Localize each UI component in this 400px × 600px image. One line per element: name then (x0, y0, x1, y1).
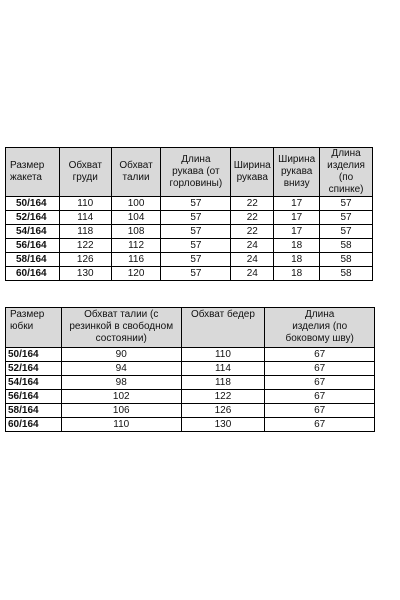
jacket-header-waist: Обхват талии (111, 148, 161, 197)
jacket-table-cell: 57 (161, 225, 231, 239)
jacket-table-row (6, 239, 373, 253)
skirt-table-cell: 118 (181, 376, 265, 390)
jacket-table-cell: 118 (59, 225, 111, 239)
jacket-table-row (6, 197, 373, 211)
jacket-size-table (5, 147, 373, 281)
jacket-table-cell: 112 (111, 239, 161, 253)
skirt-table-cell: 67 (265, 362, 375, 376)
skirt-table-cell: 58/164 (6, 404, 62, 418)
jacket-header-chest: Обхват груди (59, 148, 111, 197)
skirt-table-row (6, 418, 375, 432)
jacket-table-cell: 122 (59, 239, 111, 253)
skirt-table-cell: 67 (265, 418, 375, 432)
jacket-table-cell: 52/164 (6, 211, 60, 225)
jacket-table-cell: 18 (274, 253, 320, 267)
skirt-table-cell: 56/164 (6, 390, 62, 404)
jacket-table-cell: 22 (231, 211, 274, 225)
jacket-table-row (6, 211, 373, 225)
skirt-table-cell: 110 (61, 418, 181, 432)
skirt-header-waist: Обхват талии (с резинкой в свободном состоянии) (61, 308, 181, 348)
jacket-table-cell: 57 (161, 253, 231, 267)
skirt-header-hips: Обхват бедер (181, 308, 265, 348)
jacket-table-cell: 58/164 (6, 253, 60, 267)
jacket-header-sleeve-bottom-width: Ширина рукава внизу (274, 148, 320, 197)
jacket-table-cell: 17 (274, 211, 320, 225)
skirt-table-cell: 102 (61, 390, 181, 404)
jacket-table-cell: 22 (231, 197, 274, 211)
jacket-table-cell: 50/164 (6, 197, 60, 211)
skirt-table-cell: 126 (181, 404, 265, 418)
skirt-table-cell: 54/164 (6, 376, 62, 390)
jacket-header-sleeve-width: Ширина рукава (231, 148, 274, 197)
skirt-table-cell: 60/164 (6, 418, 62, 432)
skirt-table-cell: 110 (181, 348, 265, 362)
skirt-size-table (5, 307, 375, 432)
skirt-table-cell: 106 (61, 404, 181, 418)
jacket-table-cell: 57 (320, 225, 373, 239)
jacket-table-cell: 24 (231, 239, 274, 253)
jacket-table-cell: 60/164 (6, 267, 60, 281)
jacket-table-cell: 108 (111, 225, 161, 239)
jacket-header-sleeve-length: Длина рукава (от горловины) (161, 148, 231, 197)
skirt-table-row (6, 362, 375, 376)
jacket-table-cell: 58 (320, 267, 373, 281)
jacket-table-cell: 100 (111, 197, 161, 211)
skirt-header-row (6, 308, 375, 348)
jacket-table-cell: 18 (274, 239, 320, 253)
jacket-table-cell: 54/164 (6, 225, 60, 239)
jacket-table-cell: 126 (59, 253, 111, 267)
jacket-header-length: Длина изделия (по спинке) (320, 148, 373, 197)
skirt-table-cell: 122 (181, 390, 265, 404)
jacket-table-cell: 56/164 (6, 239, 60, 253)
jacket-header-size: Размер жакета (6, 148, 60, 197)
jacket-table-cell: 57 (320, 211, 373, 225)
jacket-table-cell: 130 (59, 267, 111, 281)
skirt-table-cell: 114 (181, 362, 265, 376)
jacket-table-cell: 120 (111, 267, 161, 281)
skirt-table-cell: 94 (61, 362, 181, 376)
skirt-header-size: Размер юбки (6, 308, 62, 348)
jacket-table-cell: 58 (320, 239, 373, 253)
jacket-table-row (6, 225, 373, 239)
jacket-table-cell: 110 (59, 197, 111, 211)
jacket-table-cell: 57 (161, 211, 231, 225)
skirt-table-body (6, 348, 375, 432)
skirt-table-cell: 67 (265, 390, 375, 404)
jacket-table-row (6, 267, 373, 281)
skirt-table-row (6, 376, 375, 390)
skirt-table-cell: 90 (61, 348, 181, 362)
jacket-table-cell: 104 (111, 211, 161, 225)
jacket-table-cell: 17 (274, 197, 320, 211)
jacket-table-cell: 24 (231, 267, 274, 281)
jacket-table-row (6, 253, 373, 267)
jacket-table-cell: 24 (231, 253, 274, 267)
jacket-table-cell: 114 (59, 211, 111, 225)
jacket-table-cell: 22 (231, 225, 274, 239)
jacket-table-cell: 116 (111, 253, 161, 267)
jacket-table-cell: 18 (274, 267, 320, 281)
jacket-table-cell: 58 (320, 253, 373, 267)
skirt-table-cell: 67 (265, 376, 375, 390)
skirt-table-cell: 130 (181, 418, 265, 432)
skirt-table-cell: 67 (265, 348, 375, 362)
jacket-header-row (6, 148, 373, 197)
skirt-table-cell: 67 (265, 404, 375, 418)
skirt-table-cell: 50/164 (6, 348, 62, 362)
skirt-table-row (6, 404, 375, 418)
jacket-table-cell: 57 (320, 197, 373, 211)
jacket-table-cell: 57 (161, 267, 231, 281)
jacket-table-cell: 57 (161, 239, 231, 253)
jacket-table-body (6, 197, 373, 281)
skirt-table-row (6, 348, 375, 362)
skirt-table-cell: 52/164 (6, 362, 62, 376)
jacket-table-cell: 17 (274, 225, 320, 239)
skirt-table-cell: 98 (61, 376, 181, 390)
skirt-table-row (6, 390, 375, 404)
jacket-table-cell: 57 (161, 197, 231, 211)
skirt-header-length: Длина изделия (по боковому шву) (265, 308, 375, 348)
